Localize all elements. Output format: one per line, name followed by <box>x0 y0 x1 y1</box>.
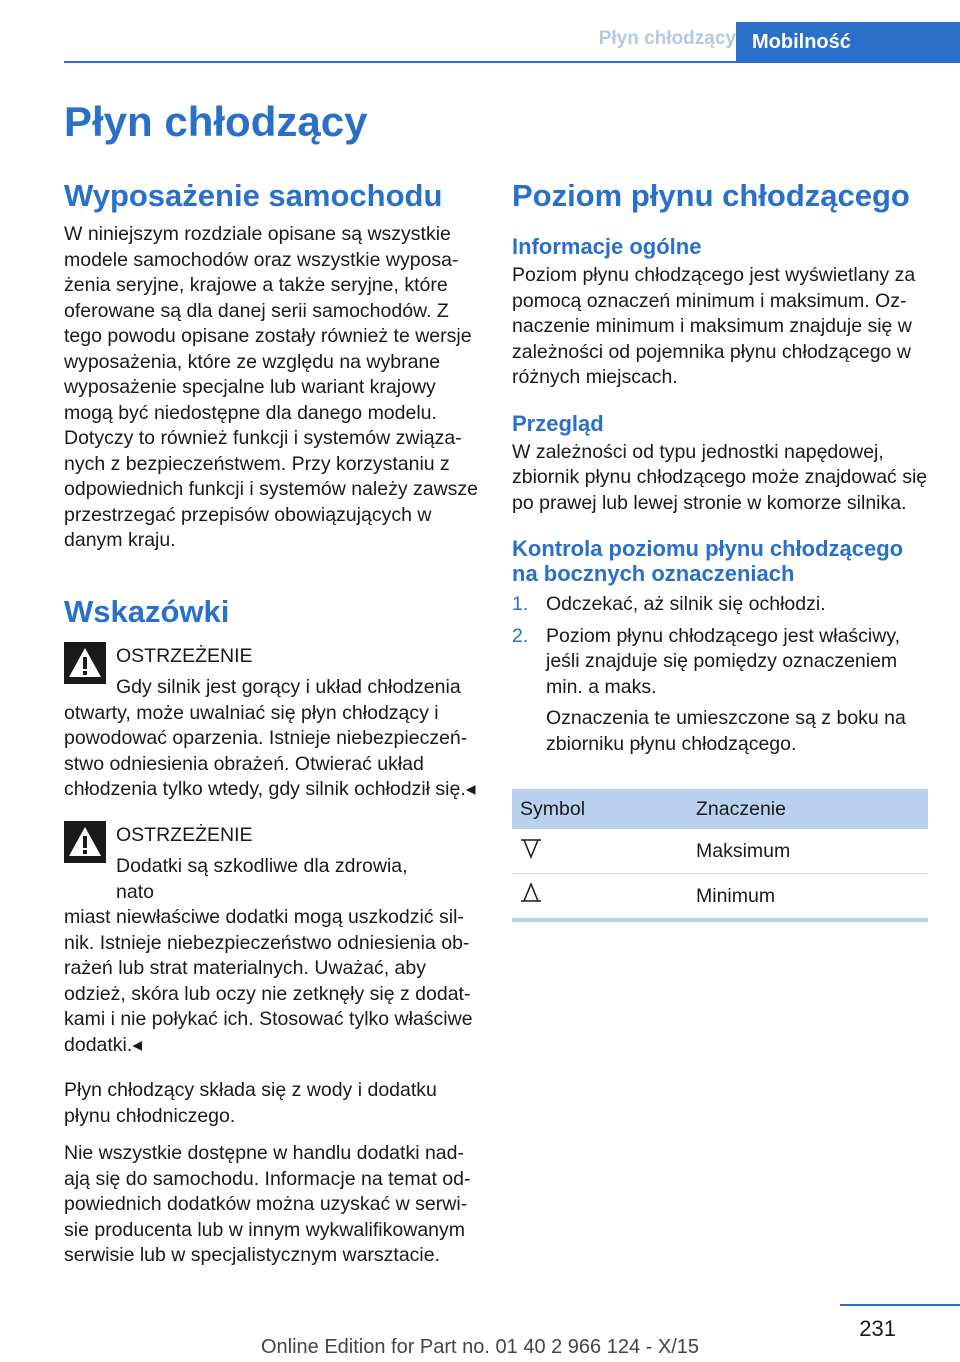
list-item <box>512 624 928 701</box>
list-item <box>512 592 928 618</box>
page-number: 231 <box>859 1316 896 1341</box>
overview-heading: Przegląd <box>512 410 604 436</box>
step-text: Poziom płynu chłodzącego jest właściwy, jeśli znajduje się pomiędzy oznaczeniem min. a maks. <box>546 624 901 698</box>
overview-text: W zależności od typu jednostki napędowej, zbiornik płynu chłodzącego może znajdować się po prawej lub lewej stronie w komorze silnika. <box>512 440 928 514</box>
max-mark-icon <box>520 837 542 859</box>
min-mark-icon <box>520 882 542 904</box>
warning-title: OSTRZEŻENIE <box>116 823 253 846</box>
warning-title: OSTRZEŻENIE <box>116 644 253 667</box>
step-number: 1. <box>512 593 529 615</box>
table-cell-meaning: Minimum <box>688 874 928 921</box>
coolant-composition-text: Płyn chłodzący składa się z wody i dodatku płynu chłodniczego. <box>64 1079 437 1127</box>
additives-text: Nie wszystkie dostępne w handlu dodatki nadają się do samochodu. Informacje na temat odpowiednich dodatków można uzyskać w serwisie producenta lub w innym wykwalifikowanym serwisie lub w specjalistycznym warsztacie. <box>64 1142 471 1266</box>
right-column <box>512 178 928 922</box>
table-header-row <box>512 789 928 829</box>
coolant-level-heading: Poziom płynu chłodzącego <box>512 178 910 213</box>
general-info-text: Poziom płynu chłodzącego jest wyświetlany za pomocą oznaczeń minimum i maksimum. Oznaczenie minimum i maksimum znajduje się w zależności od pojemnika płynu chłodzącego w różnych miejscach. <box>512 264 916 388</box>
warning-block-1 <box>64 644 480 803</box>
table-header-symbol: Symbol <box>512 789 688 829</box>
page-title: Płyn chłodzący <box>64 98 368 145</box>
left-column <box>64 178 480 1269</box>
notes-heading: Wskazówki <box>64 593 230 629</box>
warning-lead: Dodatki są szkodliwe dla zdrowia, nato <box>116 855 408 903</box>
edition-footer: Online Edition for Part no. 01 40 2 966 124 - X/15 <box>260 1336 700 1358</box>
step-text: Odczekać, aż silnik się ochłodzi. <box>546 593 826 615</box>
warning-body: otwarty, może uwalniać się płyn chłodzący i powodować oparzenia. Istnieje niebezpieczeństwo odniesienia obrażeń. Otwierać układ chłodzenia tylko wtedy, gdy silnik ochłodził się.◂ <box>64 701 476 800</box>
warning-lead: Gdy silnik jest gorący i układ chłodzenia <box>116 676 461 698</box>
header-section-title: Płyn chłodzący <box>598 28 736 49</box>
table-cell-symbol <box>512 874 688 921</box>
table-header-meaning: Znaczenie <box>688 789 928 829</box>
warning-triangle-icon <box>64 642 106 684</box>
header-chapter-label: Mobilność <box>752 30 851 53</box>
check-steps-list <box>512 592 928 700</box>
warning-body: miast niewłaściwe dodatki mogą uszkodzić silnik. Istnieje niebezpieczeństwo odniesienia obrażeń lub strat materialnych. Uważać, aby odzież, skóra lub oczy nie zetknęły się z dodatkami i nie połykać ich. Stosować tylko właściwe dodatki.◂ <box>64 906 473 1056</box>
symbol-table <box>512 789 928 922</box>
table-row <box>512 874 928 921</box>
warning-triangle-icon <box>64 821 106 863</box>
warning-block-2 <box>64 823 480 1059</box>
header-chapter-tab <box>736 22 960 62</box>
equipment-heading: Wyposażenie samochodu <box>64 178 443 213</box>
step-number: 2. <box>512 624 529 647</box>
table-cell-meaning: Maksimum <box>688 829 928 874</box>
footer-rule <box>840 1304 960 1306</box>
table-cell-symbol <box>512 829 688 874</box>
equipment-text: W niniejszym rozdziale opisane są wszystkie modele samochodów oraz wszystkie wyposażenia seryjne, krajowe a także seryjne, które oferowane są dla danej serii samochodów. Z tego powodu opisane zostały również te wersje wyposażenia, które ze względu na wybrane wyposażenie specjalne lub wariant krajowy mogą być niedostępne dla danego modelu. Dotyczy to również funkcji i systemów związanych z bezpieczeństwem. Przy korzystaniu z odpowiednich funkcji i systemów należy zawsze przestrzegać przepisów obowiązujących w danym kraju. <box>64 223 479 551</box>
check-heading: Kontrola poziomu płynu chłodzącego na bocznych oznaczeniach <box>512 536 904 586</box>
table-row <box>512 829 928 874</box>
step-note: Oznaczenia te umieszczone są z boku na zbiorniku płynu chłodzącego. <box>546 707 906 755</box>
general-info-heading: Informacje ogólne <box>512 234 702 259</box>
